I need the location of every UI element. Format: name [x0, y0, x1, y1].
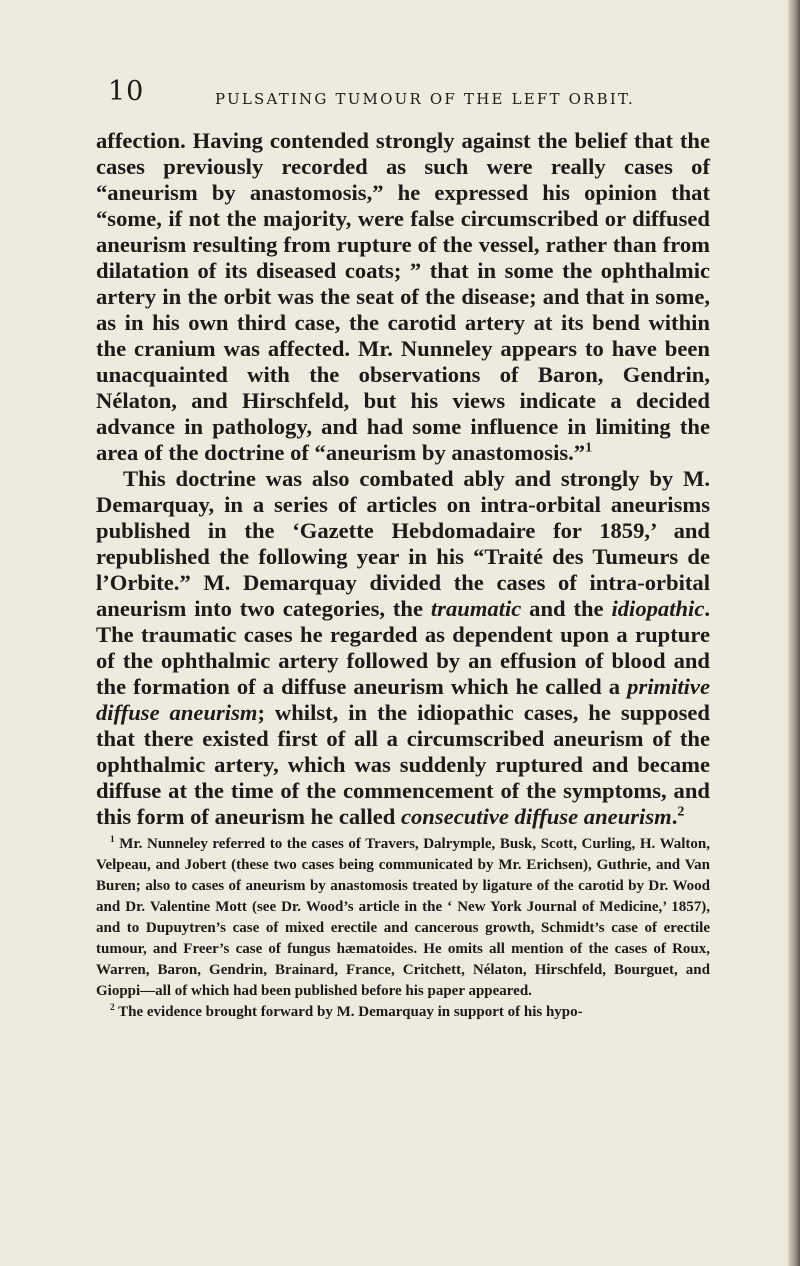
paragraph-2-part-2: and the	[521, 596, 612, 621]
footnote-marker-1: 1	[110, 835, 115, 845]
page-number: 10	[108, 76, 145, 107]
paragraph-2-part-1: This doctrine was also combated ably and strongly by M. Demarquay, in a series of articles on intra-orbital aneurisms published in the ‘Gazette Hebdomadaire for 1859,’ and republished the following year in his “Traité des Tumeurs de l’Orbite.” M. Demarquay divided the cases of intra-orbital aneurism into two categories, the	[96, 466, 710, 621]
body-text	[96, 128, 710, 1023]
term-idiopathic: idiopathic	[611, 596, 705, 621]
running-head: PULSATING TUMOUR OF THE LEFT ORBIT.	[214, 90, 635, 108]
paragraph-1	[96, 128, 710, 466]
footnote-marker-2: 2	[110, 1003, 115, 1013]
paragraph-2-part-4: ; whilst, in the idiopathic cases, he supposed that there existed first of all a circumscribed aneurism of the ophthalmic artery, which was suddenly ruptured and became diffuse at the time of the commencement of the symptoms, and this form of aneurism he called	[96, 700, 710, 829]
term-primitive-diffuse-aneurism: primitive diffuse aneurism	[96, 674, 710, 725]
paragraph-1-text: affection. Having contended strongly against the belief that the cases previously recorded as such were really cases of “aneurism by anastomosis,” he expressed his opinion that “some, if not the majority, were false circumscribed or diffused aneurism resulting from rupture of the vessel, rather than from dilatation of its diseased coats; ” that in some the ophthalmic artery in the orbit was the seat of the disease; and that in some, as in his own third case, the carotid artery at its bend within the cranium was affected. Mr. Nunneley appears to have been unacquainted with the observations of Baron, Gendrin, Nélaton, and Hirschfeld, but his views indicate a decided advance in pathology, and had some influence in limiting the area of the doctrine of “aneurism by anastomosis.”	[96, 128, 710, 465]
paragraph-2-part-3: . The traumatic cases he regarded as dependent upon a rupture of the ophthalmic artery followed by an effusion of blood and the formation of a diffuse aneurism which he called a	[96, 596, 711, 699]
footnote-2-text: The evidence brought forward by M. Demarquay in support of his hypo-	[118, 1004, 583, 1020]
footnotes	[96, 834, 710, 1023]
paragraph-2	[96, 466, 710, 830]
term-traumatic: traumatic	[430, 596, 522, 621]
footnote-ref-2: 2	[677, 804, 685, 820]
footnote-1-text: Mr. Nunneley referred to the cases of Travers, Dalrymple, Busk, Scott, Curling, H. Walton, Velpeau, and Jobert (these two cases being communicated by Mr. Erichsen), Guthrie, and Van Buren; also to cases of aneurism by anastomosis treated by ligature of the carotid by Dr. Wood and Dr. Valentine Mott (see Dr. Wood’s article in the ‘ New York Journal of Medicine,’ 1857), and to Dupuytren’s case of mixed erectile and cancerous growth, Schmidt’s case of erectile tumour, and Freer’s case of fungus hæmatoides. He omits all mention of the cases of Roux, Warren, Baron, Gendrin, Brainard, France, Critchett, Nélaton, Hirschfeld, Bourguet, and Gioppi—all of which had been published before his paper appeared.	[96, 836, 710, 999]
term-consecutive-diffuse-aneurism: consecutive diffuse aneurism	[400, 804, 672, 829]
page-header	[0, 76, 800, 114]
footnote-2	[96, 1002, 710, 1023]
page-edge-shadow	[788, 0, 800, 1266]
footnote-1	[96, 834, 710, 1002]
footnote-ref-1: 1	[585, 440, 593, 456]
paragraph-2-part-5: .	[671, 804, 678, 829]
